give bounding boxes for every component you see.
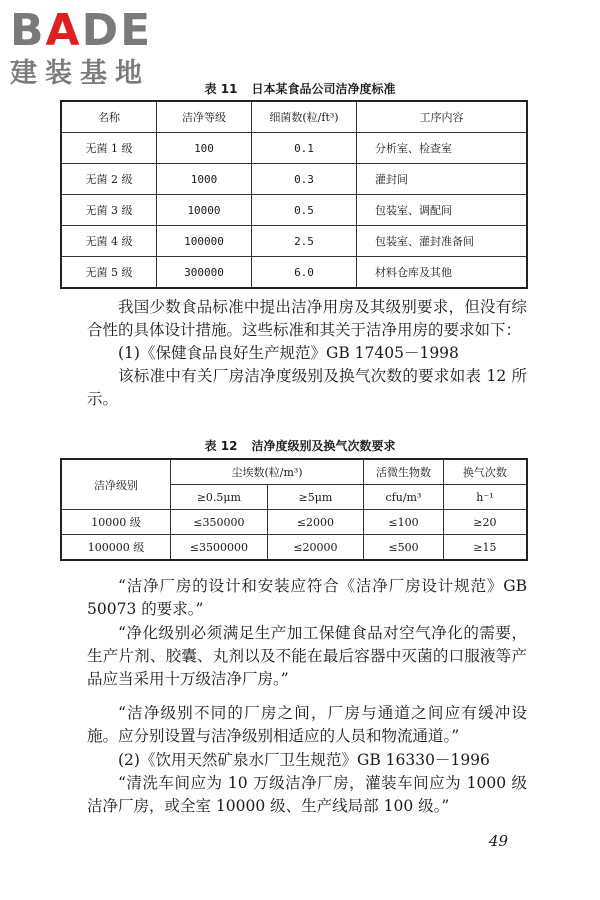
table11-header-row bbox=[61, 101, 527, 133]
paragraph: (1)《保健食品良好生产规范》GB 17405－1998 bbox=[118, 344, 459, 362]
table12-subheader: h⁻¹ bbox=[443, 485, 527, 510]
table-cell: ≤3500000 bbox=[170, 535, 267, 561]
table-cell: ≥20 bbox=[443, 510, 527, 535]
table-cell: 无菌 1 级 bbox=[61, 133, 157, 164]
paragraph: “洁净级别不同的厂房之间，厂房与通道之间应有缓冲设施。应分别设置与洁净级别相适应的人员和物流通道。” bbox=[87, 704, 527, 745]
logo-letter-a: A bbox=[45, 5, 82, 56]
table12-number: 表 12 bbox=[204, 439, 238, 453]
table11-number: 表 11 bbox=[204, 82, 238, 96]
table-cell: 300000 bbox=[157, 257, 252, 289]
table-cell: ≤2000 bbox=[267, 510, 363, 535]
table12-header: 洁净级别 bbox=[61, 459, 170, 510]
table-cell: 包装室、灌封准备间 bbox=[357, 226, 528, 257]
table-cell: 6.0 bbox=[252, 257, 357, 289]
table12-header: 活微生物数 bbox=[364, 459, 444, 485]
table-cell: 无菌 2 级 bbox=[61, 164, 157, 195]
table-cell: 无菌 5 级 bbox=[61, 257, 157, 289]
table-cell: ≤350000 bbox=[170, 510, 267, 535]
table12 bbox=[60, 458, 528, 561]
paragraph: “洁净厂房的设计和安装应符合《洁净厂房设计规范》GB 50073 的要求。” bbox=[87, 577, 527, 618]
paragraph: 该标准中有关厂房洁净度级别及换气次数的要求如表 12 所示。 bbox=[87, 367, 527, 408]
logo-letters-de: DE bbox=[81, 5, 153, 56]
table12-subheader: cfu/m³ bbox=[364, 485, 444, 510]
page-number: 49 bbox=[488, 832, 508, 850]
table-cell: 100 bbox=[157, 133, 252, 164]
paragraph: (2)《饮用天然矿泉水厂卫生规范》GB 16330－1996 bbox=[118, 751, 490, 769]
table12-header: 换气次数 bbox=[443, 459, 527, 485]
table-cell: 10000 级 bbox=[61, 510, 170, 535]
bade-logo bbox=[10, 6, 180, 90]
table-cell: 0.1 bbox=[252, 133, 357, 164]
paragraph: 我国少数食品标准中提出洁净用房及其级别要求，但没有综合性的具体设计措施。这些标准和其关于洁净用房的要求如下： bbox=[87, 298, 527, 339]
table-row bbox=[61, 226, 527, 257]
logo-wordmark bbox=[10, 6, 180, 56]
table-cell: 1000 bbox=[157, 164, 252, 195]
table-row bbox=[61, 133, 527, 164]
table-cell: 100000 bbox=[157, 226, 252, 257]
table-cell: 灌封间 bbox=[357, 164, 528, 195]
table11-title: 日本某食品公司洁净度标准 bbox=[251, 82, 396, 96]
table-cell: 材料仓库及其他 bbox=[357, 257, 528, 289]
table-cell: 分析室、检查室 bbox=[357, 133, 528, 164]
paragraph: “净化级别必须满足生产加工保健食品对空气净化的需要，生产片剂、胶囊、丸剂以及不能在最后容器中灭菌的口服液等产品应当采用十万级洁净厂房。” bbox=[87, 624, 527, 688]
table12-header: 尘埃数(粒/m³) bbox=[170, 459, 363, 485]
table-cell: ≤100 bbox=[364, 510, 444, 535]
table11-header: 细菌数(粒/ft³) bbox=[252, 101, 357, 133]
logo-letter-b: B bbox=[10, 5, 46, 56]
table-cell: 10000 bbox=[157, 195, 252, 226]
table11-header: 工序内容 bbox=[357, 101, 528, 133]
table-row bbox=[61, 195, 527, 226]
table11-header: 洁净等级 bbox=[157, 101, 252, 133]
table-cell: 0.3 bbox=[252, 164, 357, 195]
table-cell: 100000 级 bbox=[61, 535, 170, 561]
logo-subtitle: 建装基地 bbox=[10, 58, 150, 89]
table-cell: 无菌 3 级 bbox=[61, 195, 157, 226]
table-row bbox=[61, 164, 527, 195]
table12-caption bbox=[0, 437, 600, 454]
table-cell: 2.5 bbox=[252, 226, 357, 257]
table-cell: ≤500 bbox=[364, 535, 444, 561]
table12-subheader: ≥0.5μm bbox=[170, 485, 267, 510]
table12-header-row bbox=[61, 459, 527, 485]
table-cell: ≤20000 bbox=[267, 535, 363, 561]
table11-caption bbox=[0, 80, 600, 97]
table-cell: 0.5 bbox=[252, 195, 357, 226]
table-cell: 无菌 4 级 bbox=[61, 226, 157, 257]
table-cell: 包装室、调配间 bbox=[357, 195, 528, 226]
table11 bbox=[60, 100, 528, 289]
table12-title: 洁净度级别及换气次数要求 bbox=[251, 439, 396, 453]
table12-subheader: ≥5μm bbox=[267, 485, 363, 510]
table-cell: ≥15 bbox=[443, 535, 527, 561]
table11-header: 名称 bbox=[61, 101, 157, 133]
table-row bbox=[61, 510, 527, 535]
table-row bbox=[61, 257, 527, 289]
paragraph: “清洗车间应为 10 万级洁净厂房，灌装车间应为 1000 级洁净厂房，或全室 10000 级、生产线局部 100 级。” bbox=[87, 774, 527, 815]
table-row bbox=[61, 535, 527, 561]
